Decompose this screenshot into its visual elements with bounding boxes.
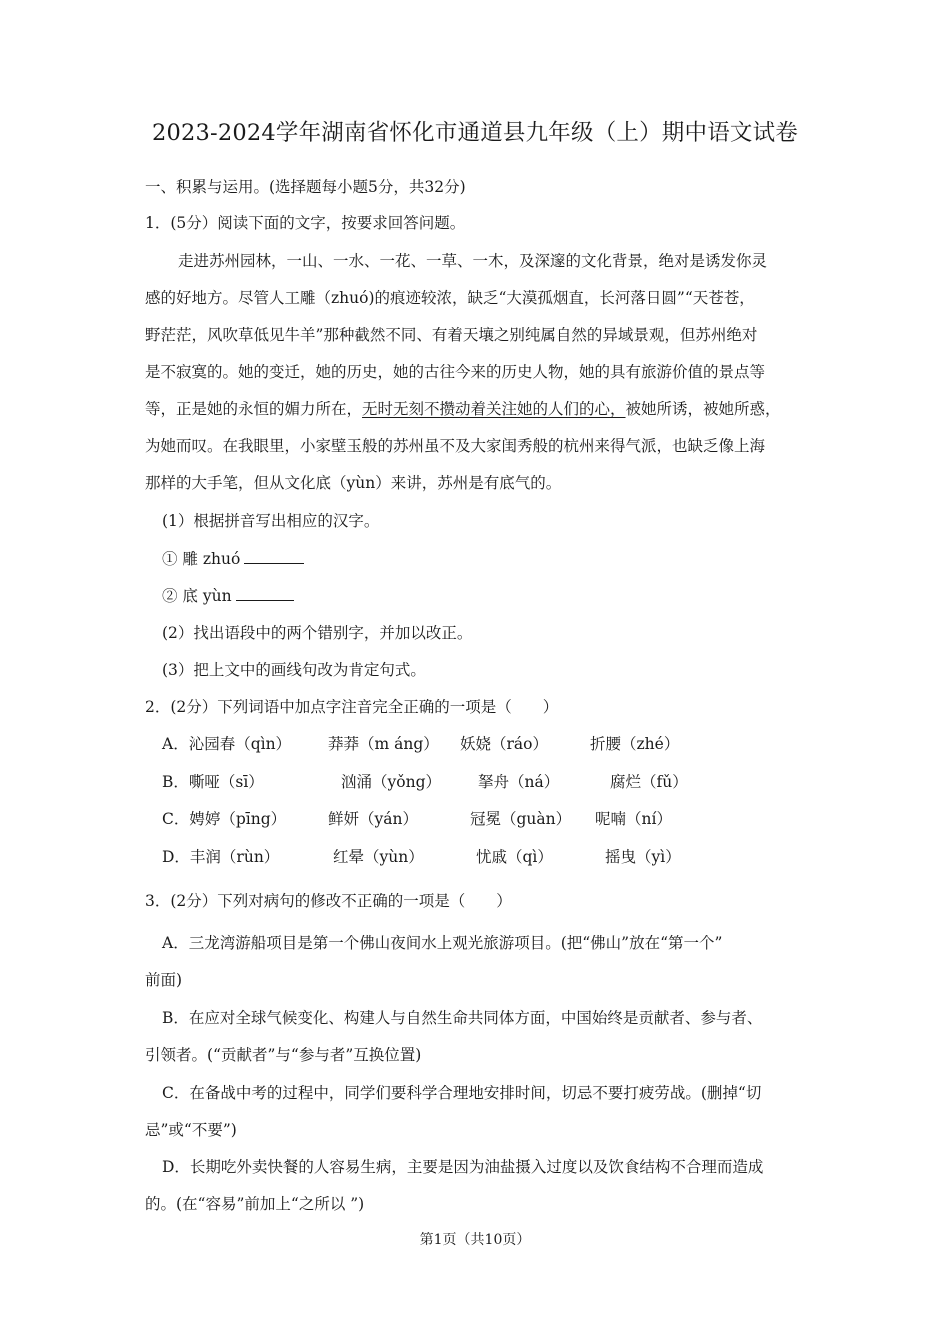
option-d-word-2: 红晕（yùn）	[333, 848, 424, 866]
option-b-word-4: 腐烂（fǔ）	[610, 773, 688, 791]
sub-question-2: (2）找出语段中的两个错别字，并加以改正。	[162, 624, 473, 642]
option-b-word-1: B．嘶哑（sī）	[162, 773, 264, 791]
page-title: 2023-2024学年湖南省怀化市通道县九年级（上）期中语文试卷	[151, 120, 799, 146]
answer-blank-1[interactable]	[244, 549, 304, 564]
option-c-line-1: C．在备战中考的过程中，同学们要科学合理地安排时间，切忌不要打疲劳战。(删掉“切	[162, 1084, 762, 1102]
passage-line-5-end: 被她所诱，被她所惑，	[625, 400, 781, 418]
option-b-line-2: 引领者。(“贡献者”与“参与者”互换位置)	[145, 1046, 422, 1064]
option-b-line-1: B．在应对全球气候变化、构建人与自然生命共同体方面，中国始终是贡献者、参与者、	[162, 1009, 763, 1027]
option-b-word-2: 汹涌（yǒng）	[341, 773, 441, 791]
passage-line-2: 感的好地方。尽管人工雕（zhuó)的痕迹较浓，缺乏“大漠孤烟直，长河落日圆”“天苍苍，	[145, 289, 755, 307]
passage-line-4: 是不寂寞的。她的变迁，她的历史，她的古往今来的历史人物，她的具有旅游价值的景点等	[145, 363, 766, 381]
option-d-line-1: D．长期吃外卖快餐的人容易生病，主要是因为油盐摄入过度以及饮食结构不合理而造成	[162, 1158, 764, 1176]
option-d-word-1: D．丰润（rùn）	[162, 848, 280, 866]
passage-line-6: 为她而叹。在我眼里，小家壁玉般的苏州虽不及大家闺秀般的杭州来得气派，也缺乏像上海	[145, 437, 766, 455]
passage-line-3: 野茫茫，风吹草低见牛羊”那种截然不同、有着天壤之别纯属自然的异域景观，但苏州绝对	[145, 326, 758, 344]
question-2-stem: 2．(2分）下列词语中加点字注音完全正确的一项是（ ）	[145, 698, 559, 716]
option-c-word-4: 呢喃（ní）	[595, 810, 672, 828]
option-a-word-4: 折腰（zhé）	[590, 735, 680, 753]
passage-line-5-start: 等，正是她的永恒的媚力所在，	[145, 400, 363, 418]
section-heading: 一、积累与运用。(选择题每小题5分，共32分)	[145, 178, 466, 196]
option-c-word-2: 鲜妍（yán）	[328, 810, 418, 828]
sub-question-1a-label: ① 雕 zhuó	[162, 550, 241, 568]
option-c-line-2: 忌”或“不要”)	[145, 1121, 237, 1139]
passage-line-1: 走进苏州园林，一山、一水、一花、一草、一木，及深邃的文化背景，绝对是诱发你灵	[178, 252, 768, 270]
sub-question-1b-label: ② 底 yùn	[162, 587, 232, 605]
option-a-word-2: 莽莽（m áng）	[328, 735, 439, 753]
page-footer: 第1页（共10页）	[419, 1232, 531, 1248]
sub-question-3: (3）把上文中的画线句改为肯定句式。	[162, 661, 426, 679]
option-a-word-3: 妖娆（ráo）	[460, 735, 548, 753]
sub-question-1: (1）根据拼音写出相应的汉字。	[162, 512, 380, 530]
option-d-line-2: 的。(在“容易”前加上“之所以 ”)	[145, 1195, 365, 1213]
sub-question-1b	[162, 585, 294, 607]
option-c-word-1: C．娉婷（pīng）	[162, 810, 287, 828]
question-3-stem: 3．(2分）下列对病句的修改不正确的一项是（ ）	[145, 892, 512, 910]
option-d-word-4: 摇曳（yì）	[605, 848, 681, 866]
answer-blank-2[interactable]	[236, 586, 294, 601]
passage-line-5	[145, 398, 781, 420]
sub-question-1a	[162, 548, 304, 570]
underlined-sentence: 无时无刻不攒动着关注她的人们的心，	[362, 400, 626, 418]
option-a-line-1: A．三龙湾游船项目是第一个佛山夜间水上观光旅游项目。(把“佛山”放在“第一个”	[162, 934, 723, 952]
question-1-stem: 1．(5分）阅读下面的文字，按要求回答问题。	[145, 214, 466, 232]
option-a-word-1: A．沁园春（qìn）	[162, 735, 292, 753]
option-a-line-2: 前面)	[145, 971, 183, 989]
option-c-word-3: 冠冕（guàn）	[470, 810, 572, 828]
passage-line-7: 那样的大手笔，但从文化底（yùn）来讲，苏州是有底气的。	[145, 474, 562, 492]
option-b-word-3: 拏舟（ná）	[478, 773, 560, 791]
option-d-word-3: 忧戚（qì）	[476, 848, 553, 866]
